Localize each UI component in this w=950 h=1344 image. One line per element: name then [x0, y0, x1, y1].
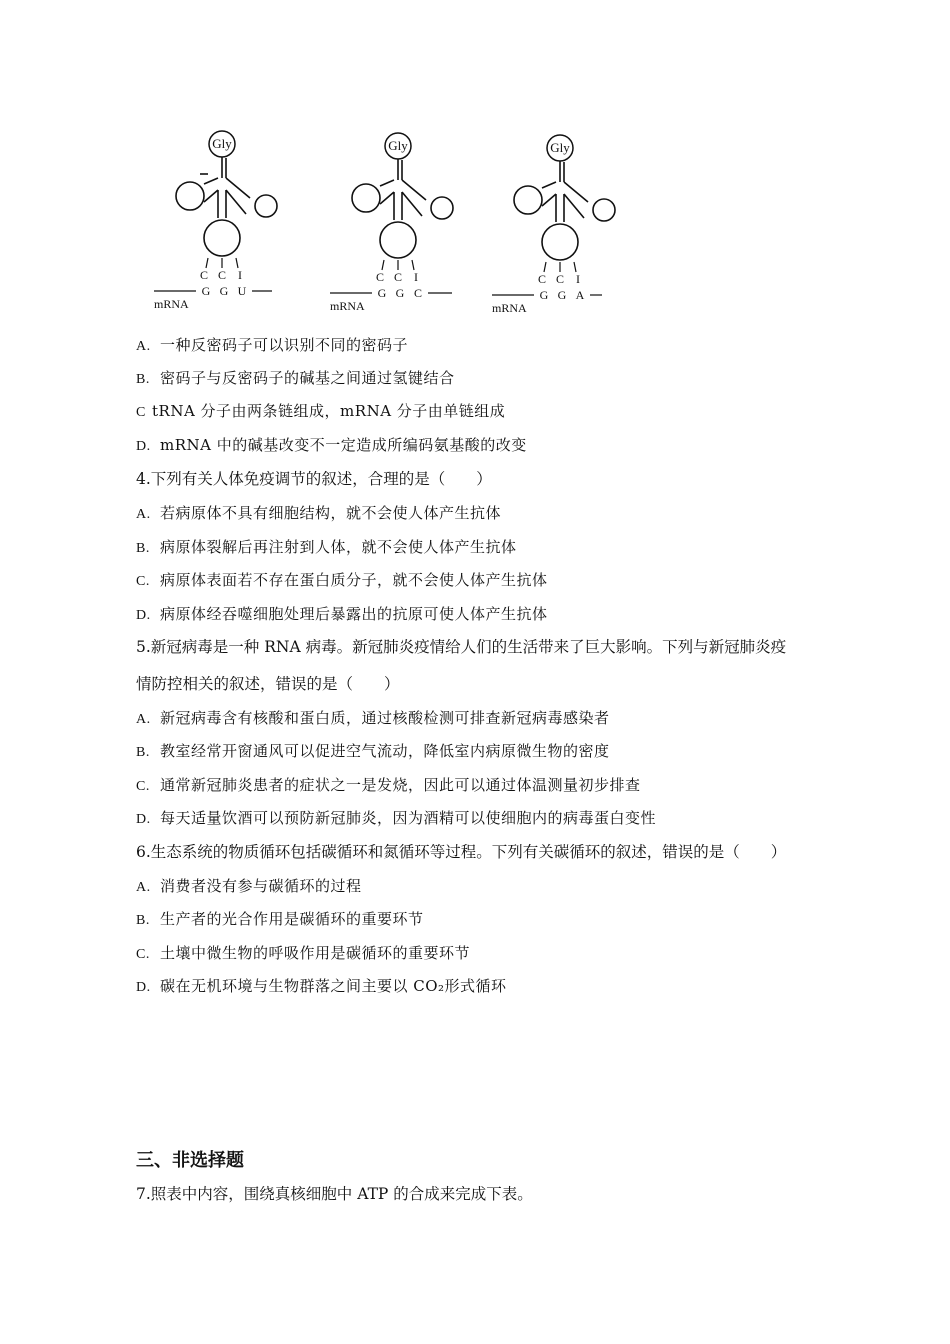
svg-text:G: G: [539, 288, 549, 302]
svg-text:I: I: [238, 268, 242, 282]
amino-acid-label: Gly: [212, 136, 232, 151]
q5-stem-line2: 情防控相关的叙述，错误的是（ ）: [136, 675, 400, 693]
q5-option-d: D. 每天适量饮酒可以预防新冠肺炎，因为酒精可以使细胞内的病毒蛋白变性: [136, 809, 657, 827]
q3-option-d: D. mRNA 中的碱基改变不一定造成所编码氨基酸的改变: [136, 436, 527, 454]
q6-option-a: A. 消费者没有参与碳循环的过程: [136, 877, 362, 895]
q6-option-b: B. 生产者的光合作用是碳循环的重要环节: [136, 910, 424, 928]
amino-acid-label: Gly: [550, 140, 570, 155]
svg-text:G: G: [395, 286, 405, 300]
mrna-label: mRNA: [492, 301, 527, 315]
svg-text:A: A: [575, 288, 585, 302]
svg-text:C: C: [393, 270, 403, 284]
trna-figure: [140, 128, 620, 318]
q4-option-d: D. 病原体经吞噬细胞处理后暴露出的抗原可使人体产生抗体: [136, 605, 548, 623]
q6-stem: 6.生态系统的物质循环包括碳循环和氮循环等过程。下列有关碳循环的叙述，错误的是（ ）: [136, 843, 787, 861]
trna-diagram-3: [478, 132, 638, 322]
q3-option-a: A. 一种反密码子可以识别不同的密码子: [136, 336, 409, 354]
q4-option-a: A. 若病原体不具有细胞结构，就不会使人体产生抗体: [136, 504, 502, 522]
section-heading: 三、非选择题: [136, 1150, 244, 1171]
trna-structure: [478, 132, 638, 322]
svg-text:C: C: [413, 286, 423, 300]
q5-option-b: B. 教室经常开窗通风可以促进空气流动，降低室内病原微生物的密度: [136, 742, 610, 760]
trna-structure: [316, 130, 476, 320]
trna-diagram-1: [140, 128, 300, 318]
q5-option-a: A. 新冠病毒含有核酸和蛋白质，通过核酸检测可排查新冠病毒感染者: [136, 709, 610, 727]
svg-text:G: G: [201, 284, 211, 298]
q5-stem-line1: 5.新冠病毒是一种 RNA 病毒。新冠肺炎疫情给人们的生活带来了巨大影响。下列与新冠肺炎疫: [136, 638, 787, 656]
svg-text:I: I: [414, 270, 418, 284]
q4-option-c: C. 病原体表面若不存在蛋白质分子，就不会使人体产生抗体: [136, 571, 548, 589]
svg-text:C: C: [537, 272, 547, 286]
mrna-label: mRNA: [154, 297, 189, 311]
q6-option-d: D. 碳在无机环境与生物群落之间主要以 CO₂形式循环: [136, 977, 507, 995]
svg-text:C: C: [555, 272, 565, 286]
mrna-label: mRNA: [330, 299, 365, 313]
q3-option-b: B. 密码子与反密码子的碱基之间通过氢键结合: [136, 369, 455, 387]
q5-option-c: C. 通常新冠肺炎患者的症状之一是发烧，因此可以通过体温测量初步排查: [136, 776, 641, 794]
trna-structure: [140, 128, 300, 318]
svg-text:G: G: [557, 288, 567, 302]
svg-text:U: U: [237, 284, 247, 298]
amino-acid-label: Gly: [388, 138, 408, 153]
svg-text:G: G: [219, 284, 229, 298]
q4-option-b: B. 病原体裂解后再注射到人体，就不会使人体产生抗体: [136, 538, 517, 556]
svg-text:G: G: [377, 286, 387, 300]
svg-text:C: C: [375, 270, 385, 284]
q4-stem: 4.下列有关人体免疫调节的叙述，合理的是（ ）: [136, 470, 492, 488]
svg-text:I: I: [576, 272, 580, 286]
q6-option-c: C. 土壤中微生物的呼吸作用是碳循环的重要环节: [136, 944, 471, 962]
q7-stem: 7.照表中内容，围绕真核细胞中 ATP 的合成来完成下表。: [136, 1185, 533, 1203]
svg-text:C: C: [217, 268, 227, 282]
q3-option-c: C tRNA 分子由两条链组成，mRNA 分子由单链组成: [136, 402, 506, 420]
svg-text:C: C: [199, 268, 209, 282]
trna-diagram-2: [316, 130, 476, 320]
